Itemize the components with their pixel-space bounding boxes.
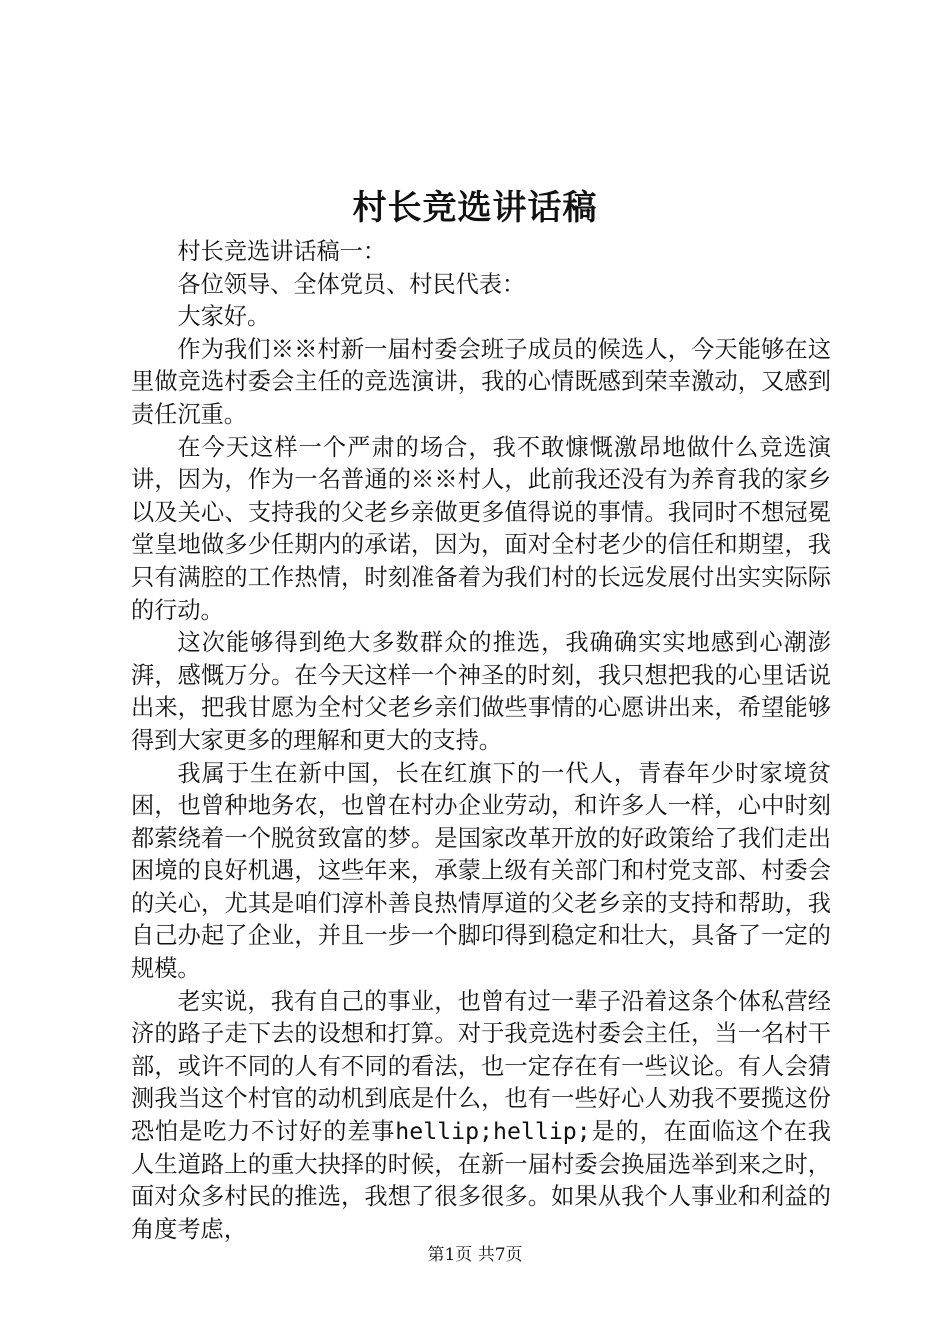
document-body (131, 236, 831, 1246)
paragraph: 各位领导、全体党员、村民代表： (177, 270, 526, 298)
paragraph: 这次能够得到绝大多数群众的推选，我确确实实地感到心潮澎湃，感慨万分。在今天这样一个神圣的时刻，我只想把我的心里话说出来，把我甘愿为全村父老乡亲们做些事情的心愿讲出来，希望能够得到大家更多的理解和更大的支持。 (131, 629, 831, 754)
paragraph: 老实说，我有自己的事业，也曾有过一辈子沿着这条个体私营经济的路子走下去的设想和打算。对于我竞选村委会主任，当一名村干部，或许不同的人有不同的看法，也一定存在有一些议论。有人会猜测我当这个村官的动机到底是什么，也有一些好心人劝我不要揽这份恐怕是吃力不讨好的差事hellip;hellip;是的，在面临这个在我人生道路上的重大抉择的时候，在新一届村委会换届选举到来之时，面对众多村民的推选，我想了很多很多。如果从我个人事业和利益的角度考虑， (131, 987, 831, 1243)
paragraph: 村长竞选讲话稿一： (177, 238, 387, 265)
paragraph: 在今天这样一个严肃的场合，我不敢慷慨激昂地做什么竞选演讲，因为，作为一名普通的※※村人，此前我还没有为养育我的家乡以及关心、支持我的父老乡亲做更多值得说的事情。我同时不想冠冕堂皇地做多少任期内的承诺，因为，面对全村老少的信任和期望，我只有满腔的工作热情，时刻准备着为我们村的长远发展付出实实际际的行动。 (131, 433, 831, 624)
paragraph: 我属于生在新中国，长在红旗下的一代人，青春年少时家境贫困，也曾种地务农，也曾在村办企业劳动，和许多人一样，心中时刻都萦绕着一个脱贫致富的梦。是国家改革开放的好政策给了我们走出困境的良好机遇，这些年来，承蒙上级有关部门和村党支部、村委会的关心，尤其是咱们淳朴善良热情厚道的父老乡亲的支持和帮助，我自己办起了企业，并且一步一个脚印得到稳定和壮大，具备了一定的规模。 (131, 759, 831, 983)
paragraph: 大家好。 (177, 303, 271, 331)
document-title: 村长竞选讲话稿 (352, 188, 598, 228)
paragraph: 作为我们※※村新一届村委会班子成员的候选人，今天能够在这里做竞选村委会主任的竞选演讲，我的心情既感到荣幸激动，又感到责任沉重。 (131, 335, 831, 428)
page-number-footer: 第1页 共7页 (427, 1245, 523, 1265)
